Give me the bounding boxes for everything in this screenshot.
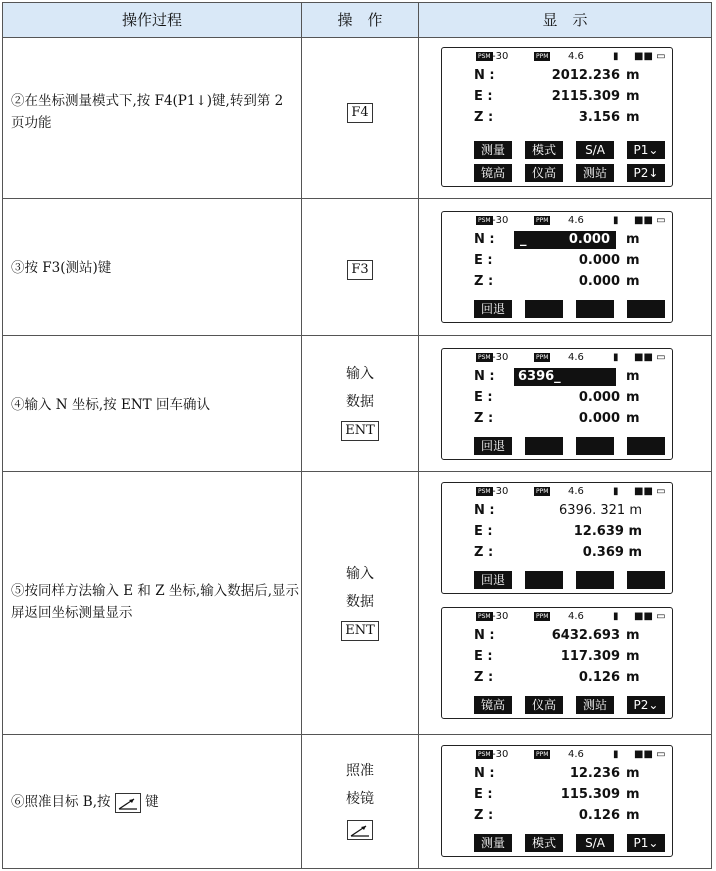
f3-key: F3: [347, 260, 372, 280]
battery-icon: ▮: [613, 611, 619, 622]
lcd-screen: PSM -30 PPM 4.6 ▮ ■■ ▭ N : 6396. 321 m E : 12.639 m Z : 0.369 m 回退: [441, 482, 673, 594]
header-operation: 操 作: [337, 11, 383, 29]
softkey-back[interactable]: 回退: [474, 300, 512, 318]
table-row: [3, 735, 711, 868]
process-text: ④输入 N 坐标,按 ENT 回车确认: [11, 397, 210, 413]
table-row: [3, 336, 711, 472]
process-text: ③按 F3(测站)键: [11, 260, 112, 276]
signal-icon: ■■ ▭: [634, 611, 666, 622]
battery-icon: ▮: [613, 749, 619, 760]
softkey-mode[interactable]: 模式: [525, 834, 563, 852]
softkey-instrument-height[interactable]: 仪高: [525, 164, 563, 182]
measure-key-icon: [115, 793, 141, 813]
softkey-back[interactable]: 回退: [474, 437, 512, 455]
softkey-blank[interactable]: [627, 571, 665, 589]
lcd-screen: PSM -30 PPM 4.6 ▮ ■■ ▭ N : _ 0.000 m E : 0.000 m Z : 0.000 m 回退: [441, 211, 673, 323]
table-row: [3, 472, 711, 735]
softkey-blank[interactable]: [576, 437, 614, 455]
lcd-screen: PSM -30 PPM 4.6 ▮ ■■ ▭ N : 2012.236 m E : 2115.309 m Z : 3.156 m 测量 模式 S/A P1⌄ 镜高 仪高 测站 P2↓: [441, 47, 673, 187]
ent-key: ENT: [341, 421, 379, 441]
softkey-station[interactable]: 测站: [576, 696, 614, 714]
lcd-screen: PSM -30 PPM 4.6 ▮ ■■ ▭ N : 12.236 m E : 115.309 m Z : 0.126 m 测量 模式 S/A P1⌄: [441, 745, 673, 857]
header-display: 显 示: [542, 11, 588, 29]
softkey-p1[interactable]: P1⌄: [627, 834, 665, 852]
softkey-target-height[interactable]: 镜高: [474, 696, 512, 714]
process-text: ⑤按同样方法输入 E 和 Z 坐标,输入数据后,显示屏返回坐标测量显示: [11, 583, 299, 621]
softkey-blank[interactable]: [576, 571, 614, 589]
softkey-row-1: [474, 141, 666, 161]
op-text: 输入: [346, 366, 374, 382]
softkey-p1[interactable]: P1⌄: [627, 141, 665, 159]
softkey-target-height[interactable]: 镜高: [474, 164, 512, 182]
softkey-blank[interactable]: [525, 437, 563, 455]
op-text: 数据: [346, 594, 374, 610]
signal-icon: ■■ ▭: [634, 215, 666, 226]
softkey-sa[interactable]: S/A: [576, 834, 614, 852]
n-input-field[interactable]: _ 0.000: [514, 231, 616, 249]
softkey-blank[interactable]: [627, 437, 665, 455]
signal-icon: ■■ ▭: [634, 352, 666, 363]
n-input-field[interactable]: 6396_: [514, 368, 616, 386]
softkey-blank[interactable]: [525, 300, 563, 318]
lcd-screen: PSM -30 PPM 4.6 ▮ ■■ ▭ N : 6432.693 m E : 117.309 m Z : 0.126 m 镜高 仪高 测站 P2⌄: [441, 607, 673, 719]
softkey-mode[interactable]: 模式: [525, 141, 563, 159]
softkey-blank[interactable]: [576, 300, 614, 318]
softkey-sa[interactable]: S/A: [576, 141, 614, 159]
table-header: [3, 3, 711, 38]
ent-key: ENT: [341, 621, 379, 641]
softkey-back[interactable]: 回退: [474, 571, 512, 589]
softkey-blank[interactable]: [525, 571, 563, 589]
op-text: 输入: [346, 566, 374, 582]
status-bar: PSM -30 PPM 4.6 ▮ ■■ ▭: [478, 51, 666, 62]
f4-key: F4: [347, 103, 372, 123]
op-text: 棱镜: [346, 791, 374, 807]
table-row: [3, 38, 711, 199]
signal-icon: ■■ ▭: [634, 749, 666, 760]
softkey-p2[interactable]: P2↓: [627, 164, 665, 182]
battery-icon: ▮: [613, 215, 619, 226]
battery-icon: ▮: [613, 352, 619, 363]
signal-icon: ■■ ▭: [634, 486, 666, 497]
op-text: 数据: [346, 394, 374, 410]
softkey-measure[interactable]: 测量: [474, 141, 512, 159]
softkey-p2[interactable]: P2⌄: [627, 696, 665, 714]
softkey-station[interactable]: 测站: [576, 164, 614, 182]
softkey-measure[interactable]: 测量: [474, 834, 512, 852]
battery-icon: ▮: [613, 51, 619, 62]
process-text: ②在坐标测量模式下,按 F4(P1↓)键,转到第 2 页功能: [11, 93, 284, 131]
signal-icon: ■■ ▭: [634, 51, 666, 62]
battery-icon: ▮: [613, 486, 619, 497]
header-process: 操作过程: [121, 11, 182, 29]
op-text: 照准: [346, 763, 374, 779]
measure-key-icon: [347, 820, 373, 840]
procedure-table: [2, 2, 712, 869]
lcd-screen: PSM -30 PPM 4.6 ▮ ■■ ▭ N : 6396_ m E : 0.000 m Z : 0.000 m 回退: [441, 348, 673, 460]
table-row: [3, 199, 711, 336]
softkey-instrument-height[interactable]: 仪高: [525, 696, 563, 714]
softkey-row-2: [474, 164, 666, 184]
softkey-blank[interactable]: [627, 300, 665, 318]
process-text: ⑥照准目标 B,按 键: [11, 791, 301, 813]
